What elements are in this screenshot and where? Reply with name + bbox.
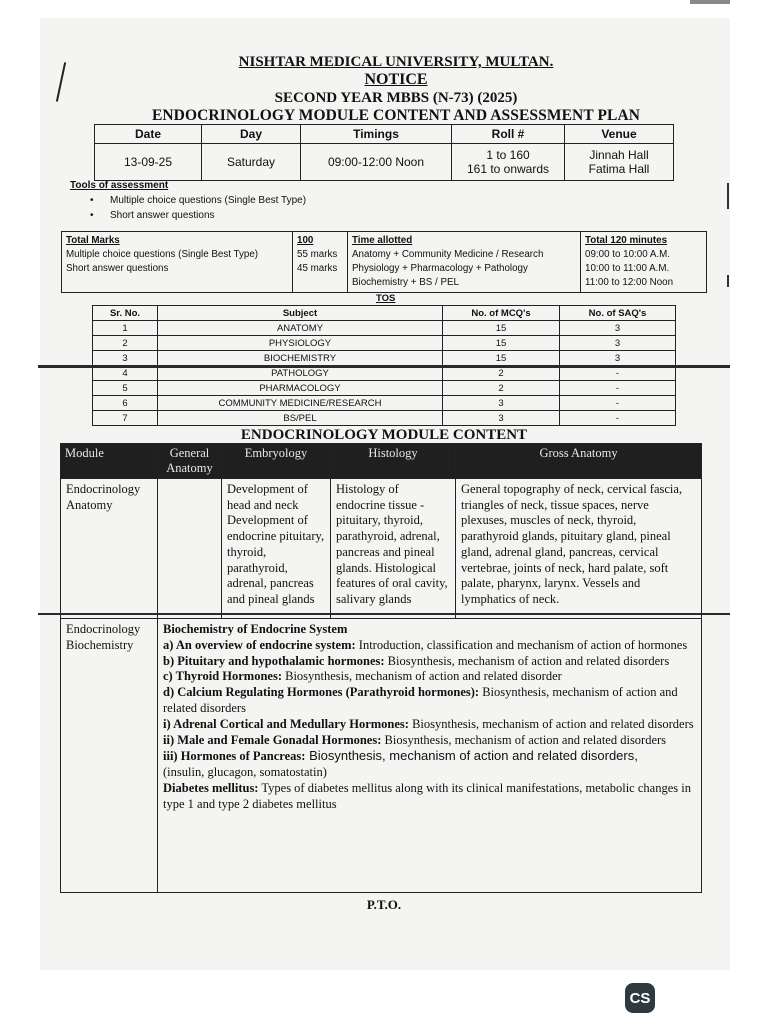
venue: Jinnah Hall <box>589 148 649 162</box>
marks-values <box>293 232 348 293</box>
anatomy-gross: General topography of neck, cervical fascia, triangles of neck, tissue spaces, nerve plexuses, muscles of neck, thyroid, parathyroid glands, pituitary gland, pineal gland, adrenal gland, pancreas, cervical vertebrae, joints of neck, hard palate, soft palate, pharynx, larynx. Vessels and lymphatics of neck. <box>456 479 702 619</box>
tool-item: • Short answer questions <box>90 208 306 223</box>
tos-mcq: 15 <box>443 336 560 351</box>
marks-value: 45 marks <box>297 263 338 274</box>
tos-header: Sr. No. <box>93 306 158 321</box>
scan-edge-mark <box>690 0 730 4</box>
time-allotted <box>348 232 581 293</box>
col-embryology: Embryology <box>222 444 331 479</box>
time-row: Physiology + Pharmacology + Pathology <box>352 263 528 274</box>
module-content-table <box>60 443 702 893</box>
roll-range: 161 to onwards <box>466 162 550 176</box>
biochem-item: i) Adrenal Cortical and Medullary Hormones: Biosynthesis, mechanism of action and related disorders <box>163 716 694 731</box>
time-slots <box>581 232 707 293</box>
marks-labels <box>62 232 293 293</box>
total-time: Total 120 minutes <box>585 235 668 246</box>
tos-subject: BIOCHEMISTRY <box>158 351 443 366</box>
exam-date: 13-09-25 <box>95 144 202 181</box>
tos-sr: 3 <box>93 351 158 366</box>
tos-sr: 4 <box>93 366 158 381</box>
col-gross-anatomy: Gross Anatomy <box>456 444 702 479</box>
year-title: SECOND YEAR MBBS (N-73) (2025) <box>274 90 518 106</box>
tos-subject: PHARMACOLOGY <box>158 381 443 396</box>
time-row: Biochemistry + BS / PEL <box>352 277 459 288</box>
tos-saq: - <box>560 396 676 411</box>
marks-row: Short answer questions <box>66 263 169 274</box>
university-title: NISHTAR MEDICAL UNIVERSITY, MULTAN. <box>238 54 554 70</box>
tos-row <box>93 411 676 426</box>
tos-subject: ANATOMY <box>158 321 443 336</box>
anatomy-module: Endocrinology Anatomy <box>61 479 158 619</box>
header-day: Day <box>202 125 301 144</box>
tool-item: • Multiple choice questions (Single Best Type) <box>90 193 306 208</box>
tos-mcq: 15 <box>443 321 560 336</box>
tos-row <box>93 351 676 366</box>
biochem-item: b) Pituitary and hypothalamic hormones: Biosynthesis, mechanism of action and related disorders <box>163 653 670 668</box>
content-title: ENDOCRINOLOGY MODULE CONTENT <box>240 427 528 443</box>
notice-title: NOTICE <box>364 71 428 88</box>
tos-header: No. of MCQ's <box>443 306 560 321</box>
time-row: Anatomy + Community Medicine / Research <box>352 249 544 260</box>
tos-row <box>93 381 676 396</box>
tos-sr: 7 <box>93 411 158 426</box>
biochem-item: a) An overview of endocrine system: Introduction, classification and mechanism of action of hormones <box>163 637 688 652</box>
marks-row: Multiple choice questions (Single Best Type) <box>66 249 259 260</box>
time-slot: 10:00 to 11:00 A.M. <box>585 263 670 274</box>
header-roll: Roll # <box>452 125 565 144</box>
tos-saq: 3 <box>560 336 676 351</box>
page-fold-line <box>38 613 730 615</box>
tos-label: TOS <box>376 293 396 304</box>
tos-mcq: 15 <box>443 351 560 366</box>
tos-subject: COMMUNITY MEDICINE/RESEARCH <box>158 396 443 411</box>
header-venue: Venue <box>565 125 674 144</box>
tos-mcq: 3 <box>443 396 560 411</box>
col-histology: Histology <box>331 444 456 479</box>
exam-day: Saturday <box>202 144 301 181</box>
exam-timings: 09:00-12:00 Noon <box>301 144 452 181</box>
tools-list <box>90 193 306 223</box>
tos-header: Subject <box>158 306 443 321</box>
plan-title: ENDOCRINOLOGY MODULE CONTENT AND ASSESSMENT PLAN <box>151 107 641 124</box>
tos-row <box>93 396 676 411</box>
marks-table <box>61 231 707 293</box>
time-title: Time allotted <box>352 235 413 246</box>
biochem-item: Diabetes mellitus: Types of diabetes mellitus along with its clinical manifestations, metabolic changes in type 1 and type 2 diabetes mellitus <box>163 780 691 811</box>
time-slot: 09:00 to 10:00 A.M. <box>585 249 670 260</box>
exam-schedule-table <box>94 124 674 181</box>
scan-edge-mark <box>727 183 729 209</box>
tos-mcq: 2 <box>443 366 560 381</box>
tos-header: No. of SAQ's <box>560 306 676 321</box>
tos-sr: 2 <box>93 336 158 351</box>
tos-saq: 3 <box>560 351 676 366</box>
venues <box>565 144 674 181</box>
roll-ranges <box>452 144 565 181</box>
tos-subject: BS/PEL <box>158 411 443 426</box>
tos-mcq: 2 <box>443 381 560 396</box>
roll-range: 1 to 160 <box>486 148 530 162</box>
biochem-item: d) Calcium Regulating Hormones (Parathyroid hormones): Biosynthesis, mechanism of action and related disorders <box>163 685 678 715</box>
biochem-item: iii) Hormones of Pancreas: Biosynthesis, mechanism of action and related disorders, (insulin, glucagon, somatostatin) <box>163 748 638 780</box>
biochem-item: c) Thyroid Hormones: Biosynthesis, mechanism of action and related disorder <box>163 669 562 684</box>
header-date: Date <box>95 125 202 144</box>
marks-title: Total Marks <box>66 235 120 246</box>
tos-mcq: 3 <box>443 411 560 426</box>
anatomy-embryology: Development of head and neck Development of endocrine pituitary, thyroid, parathyroid, adrenal, pancreas and pineal glands <box>222 479 331 619</box>
tos-row <box>93 336 676 351</box>
camscanner-logo-icon: CS <box>625 983 655 1013</box>
tos-subject: PATHOLOGY <box>158 366 443 381</box>
biochem-item: ii) Male and Female Gonadal Hormones: Biosynthesis, mechanism of action and related disorders <box>163 732 667 747</box>
venue: Fatima Hall <box>588 162 650 176</box>
biochem-module: Endocrinology Biochemistry <box>61 619 158 893</box>
tos-saq: 3 <box>560 321 676 336</box>
tos-saq: - <box>560 366 676 381</box>
marks-total: 100 <box>297 235 314 246</box>
biochem-heading: Biochemistry of Endocrine System <box>163 622 348 636</box>
tos-sr: 5 <box>93 381 158 396</box>
tos-saq: - <box>560 381 676 396</box>
tos-subject: PHYSIOLOGY <box>158 336 443 351</box>
anatomy-general <box>158 479 222 619</box>
tos-saq: - <box>560 411 676 426</box>
pto-label: P.T.O. <box>366 897 402 912</box>
tools-title: Tools of assessment <box>70 180 169 191</box>
biochem-content <box>158 619 702 893</box>
tos-sr: 6 <box>93 396 158 411</box>
scan-edge-mark <box>727 275 729 287</box>
anatomy-histology: Histology of endocrine tissue - pituitary, thyroid, parathyroid, adrenal, pancreas and pineal glands. Histological features of oral cavity, salivary glands <box>331 479 456 619</box>
header-timings: Timings <box>301 125 452 144</box>
marks-value: 55 marks <box>297 249 338 260</box>
time-slot: 11:00 to 12:00 Noon <box>585 277 674 288</box>
col-module: Module <box>61 444 158 479</box>
page-fold-line <box>38 365 730 368</box>
tos-row <box>93 321 676 336</box>
col-general-anatomy: General Anatomy <box>158 444 222 479</box>
tos-sr: 1 <box>93 321 158 336</box>
